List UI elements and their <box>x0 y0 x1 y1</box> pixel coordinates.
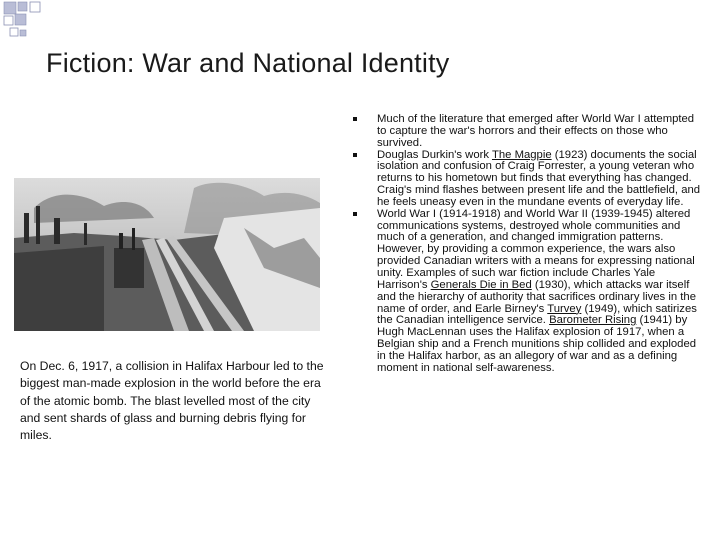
slide-title: Fiction: War and National Identity <box>46 48 450 78</box>
book-title: Generals Die in Bed <box>430 278 532 291</box>
halifax-explosion-photo <box>14 178 320 331</box>
bullet-item <box>352 150 702 209</box>
bullet-item <box>352 114 702 150</box>
bullet-text: Douglas Durkin's work The Magpie (1923) documents the social isolation and confusion of Craig Forrester, a young veteran who returns to his hometown but finds that everything has changed. Craig's mind flashes between present life and the battlefield, and he feels uneasy even in the mundane events of everyday life. <box>377 148 701 208</box>
bullet-text: Much of the literature that emerged after World War I attempted to capture the war's horrors and their effects on those who survived. <box>377 113 695 149</box>
book-title: The Magpie <box>491 148 552 161</box>
bullet-text: World War I (1914-1918) and World War II (1939-1945) altered communications systems, destroyed whole communities and much of a generation, and changed immigration patterns. However, by providing a common experience, the wars also provided Canadian writers with a means for expressing national unity. Examples of such war fiction include Charles Yale Harrison's Generals Die in Bed (1930), which attacks war itself and the hierarchy of authority that sacrifices ordinary lives in the name of order, and Earle Birney's Turvey (1949), which satirizes the Canadian intelligence service. Barometer Rising (1941) by Hugh MacLennan uses the Halifax explosion of 1917, when a Belgian ship and a French munitions ship collided and exploded in the Halifax harbor, as an allegory of war and as a defining moment in national self-awareness. <box>377 207 697 374</box>
bullet-item <box>352 209 702 375</box>
book-title: Barometer Rising <box>549 314 637 327</box>
square-bullet-icon <box>353 117 357 121</box>
square-bullet-icon <box>353 212 357 216</box>
corner-decoration <box>0 0 60 50</box>
book-title: Turvey <box>547 302 582 315</box>
photo-caption: On Dec. 6, 1917, a collision in Halifax Harbour led to the biggest man-made explosion in the world before the era of the atomic bomb. The blast levelled most of the city and sent shards of glass and burning debris flying for miles. <box>20 359 324 443</box>
square-bullet-icon <box>353 153 357 157</box>
harbour-ruins-image <box>14 178 320 331</box>
bullet-list <box>352 114 702 375</box>
